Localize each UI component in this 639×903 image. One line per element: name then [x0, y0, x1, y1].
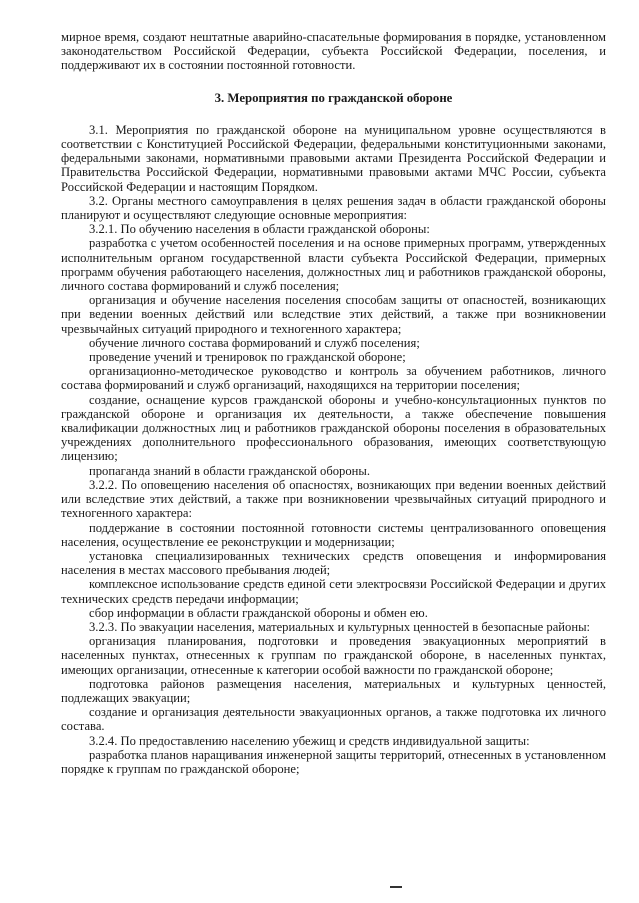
- list-item: подготовка районов размещения населения, материальных и культурных ценностей, подлежащих эвакуации;: [61, 676, 606, 705]
- list-item: создание и организация деятельности эвакуационных органов, а также подготовка их личного состава.: [61, 705, 606, 734]
- paragraph-3-2-1: 3.2.1. По обучению населения в области гражданской обороны:: [89, 222, 430, 237]
- paragraph-continuation: мирное время, создают нештатные аварийно-спасательные формирования в порядке, установленном законодательством Российской Федерации, субъекта Российской Федерации, поселения, и поддерживают их в состоянии постоянной готовности.: [61, 30, 606, 73]
- list-item: комплексное использование средств единой сети электросвязи Российской Федерации и других технических средств передачи информации;: [61, 577, 606, 606]
- list-item: поддержание в состоянии постоянной готовности системы централизованного оповещения населения, осуществление ее реконструкции и модернизации;: [61, 520, 606, 549]
- paragraph-3-2-3: 3.2.3. По эвакуации населения, материальных и культурных ценностей в безопасные районы:: [89, 619, 591, 634]
- list-item: организационно-методическое руководство и контроль за обучением работников, личного состава формирований и служб организаций, находящихся на территории поселения;: [61, 364, 606, 393]
- paragraph-3-2: 3.2. Органы местного самоуправления в целях решения задач в области гражданской обороны планируют и осуществляют следующие основные мероприятия:: [61, 193, 606, 223]
- list-item: организация планирования, подготовки и проведения эвакуационных мероприятий в населенных пунктах, отнесенных к группам по гражданской обороне, в населенных пунктах, имеющих организации, отнесенные к категории особой важности по гражданской обороне;: [61, 634, 606, 677]
- list-item: организация и обучение населения поселения способам защиты от опасностей, возникающих при ведении военных действий или вследствие этих действий, а также при возникновении чрезвычайных ситуаций природного и техногенного характера;: [61, 293, 606, 336]
- section-title: 3. Мероприятия по гражданской обороне: [214, 90, 453, 105]
- list-item: разработка планов наращивания инженерной защиты территорий, отнесенных в установленном порядке к группам по гражданской обороне;: [61, 747, 606, 776]
- paragraph-3-2-4: 3.2.4. По предоставлению населению убежищ и средств индивидуальной защиты:: [89, 733, 530, 748]
- document-page: [61, 30, 606, 776]
- list-item: сбор информации в области гражданской обороны и обмен ею.: [89, 605, 428, 620]
- list-item: проведение учений и тренировок по гражданской обороне;: [89, 350, 406, 365]
- list-item: создание, оснащение курсов гражданской обороны и учебно-консультационных пунктов по гражданской обороне и организация их деятельности, а также обеспечение повышения квалификации должностных лиц и работников гражданской обороны поселения в образовательных учреждениях дополнительного профессионального образования, имеющих соответствующую лицензию;: [61, 392, 606, 464]
- list-item: разработка с учетом особенностей поселения и на основе примерных программ, утвержденных исполнительным органом государственной власти субъекта Российской Федерации, примерных программ обучения работающего населения, должностных лиц и работников гражданской обороны, личного состава формирований и служб поселения;: [61, 236, 606, 294]
- scan-mark: [390, 886, 402, 888]
- list-item: установка специализированных технических средств оповещения и информирования населения в местах массового пребывания людей;: [61, 548, 606, 578]
- paragraph-3-2-2: 3.2.2. По оповещению населения об опасностях, возникающих при ведении военных действий или вследствие этих действий, а также при возникновении чрезвычайных ситуаций природного и техногенного характера:: [61, 477, 606, 521]
- paragraph-3-1: 3.1. Мероприятия по гражданской обороне на муниципальном уровне осуществляются в соответствии с Конституцией Российской Федерации, федеральными конституционными законами, федеральными законами, нормативными правовыми актами Президента Российской Федерации и Правительства Российской Федерации, нормативными правовыми актами МЧС России, субъекта Российской Федерации и настоящим Порядком.: [61, 122, 606, 194]
- list-item: обучение личного состава формирований и служб поселения;: [89, 335, 420, 350]
- list-item: пропаганда знаний в области гражданской обороны.: [89, 463, 371, 478]
